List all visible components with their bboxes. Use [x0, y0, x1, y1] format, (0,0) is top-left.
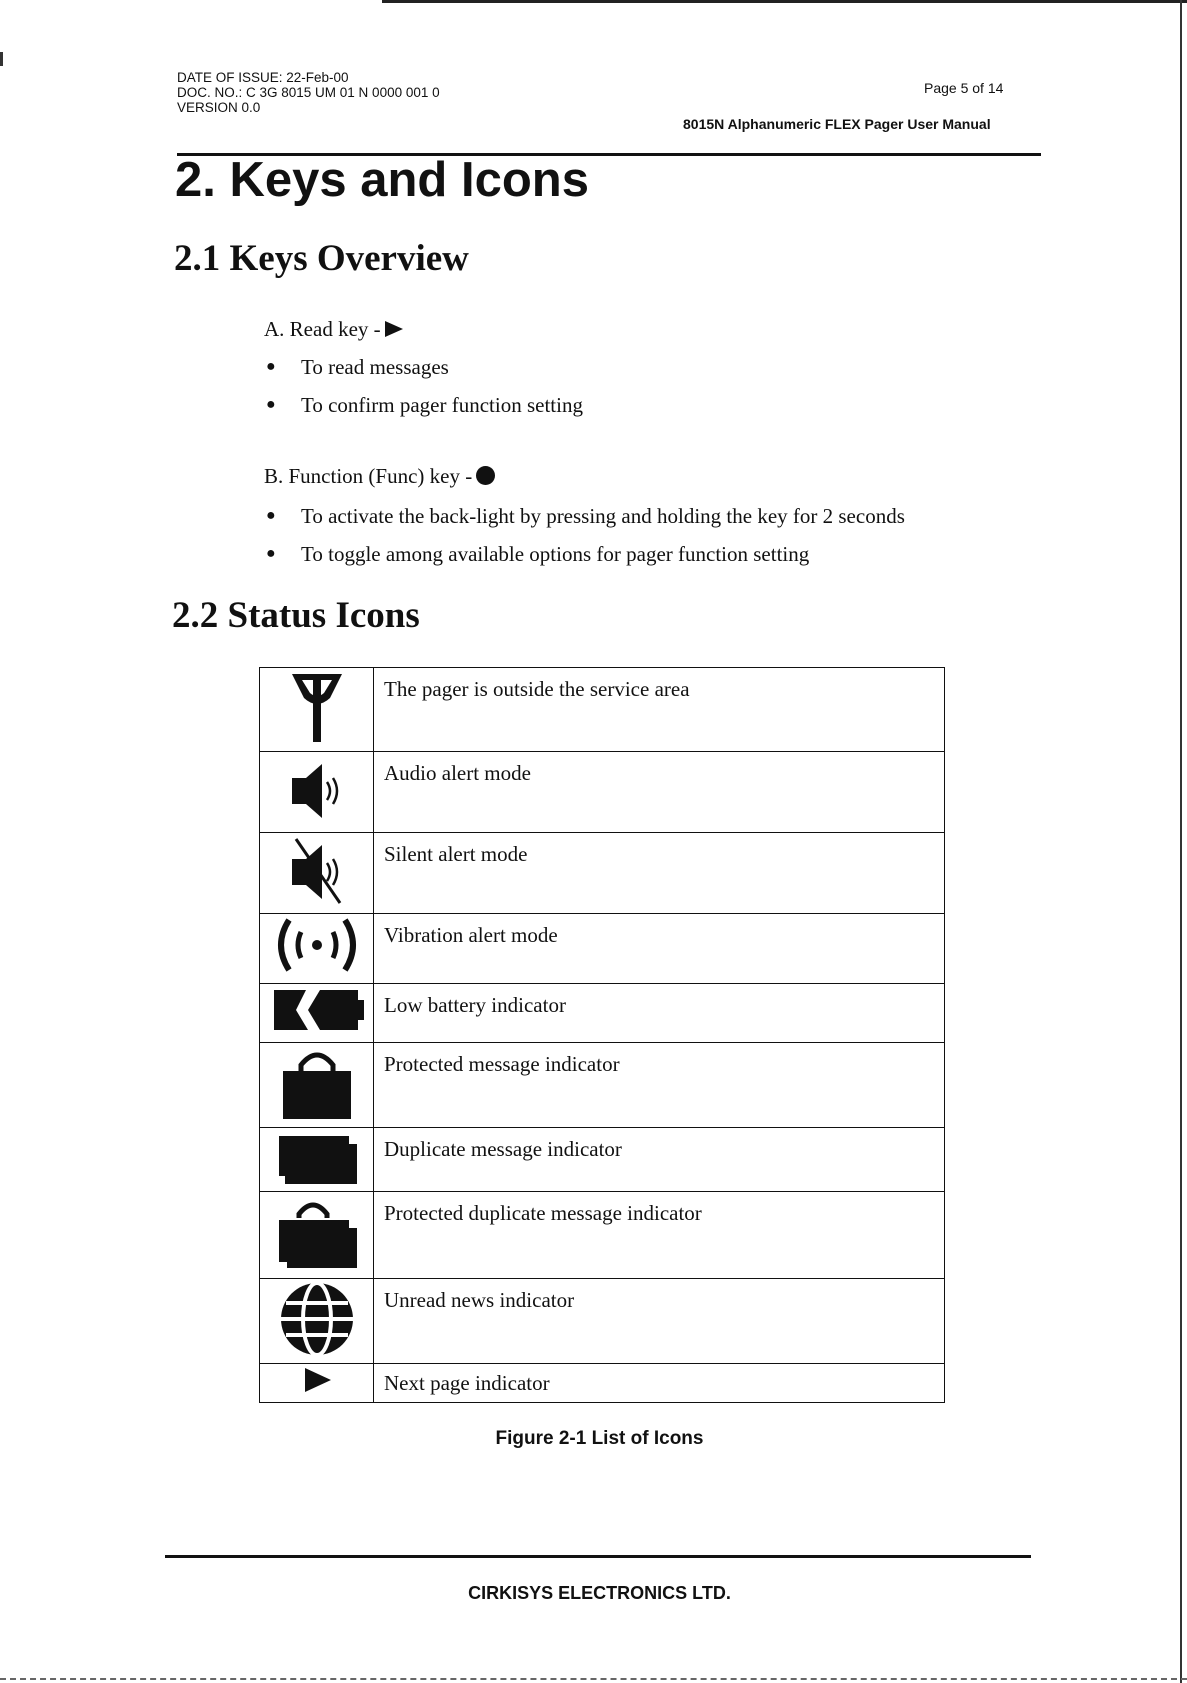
table-row [260, 1279, 945, 1364]
antenna-icon [284, 668, 350, 744]
table-row [260, 833, 945, 914]
bullet-dot: ● [266, 545, 276, 562]
globe-icon [276, 1279, 358, 1359]
filled-circle-icon [476, 466, 495, 485]
icon-description: Protected duplicate message indicator [374, 1192, 945, 1279]
doc-number: DOC. NO.: C 3G 8015 UM 01 N 0000 001 0 [177, 85, 440, 100]
manual-title: 8015N Alphanumeric FLEX Pager User Manual [683, 116, 991, 132]
icon-cell [260, 752, 374, 833]
read-key-bullet-1: To read messages [301, 355, 449, 379]
icon-description: The pager is outside the service area [374, 668, 945, 752]
play-triangle-icon [385, 321, 403, 337]
icon-description: Duplicate message indicator [374, 1128, 945, 1192]
table-row [260, 914, 945, 984]
icon-cell [260, 833, 374, 914]
chapter-title: 2. Keys and Icons [175, 153, 589, 207]
vibration-icon [269, 914, 365, 976]
bullet-dot: ● [266, 358, 276, 375]
icon-description: Vibration alert mode [374, 914, 945, 984]
table-row [260, 1043, 945, 1128]
page-number: Page 5 of 14 [924, 80, 1004, 96]
icon-cell [260, 1279, 374, 1364]
func-key-bullet-1: To activate the back-light by pressing and holding the key for 2 seconds [301, 504, 905, 528]
table-row [260, 1192, 945, 1279]
icon-description: Silent alert mode [374, 833, 945, 914]
next-page-icon [297, 1364, 337, 1396]
func-key-bullet-2: To toggle among available options for pager function setting [301, 542, 810, 566]
version: VERSION 0.0 [177, 100, 261, 115]
read-key-bullet-2: To confirm pager function setting [301, 393, 583, 417]
document-header-info [177, 70, 440, 115]
read-key-item [264, 316, 403, 342]
icon-description: Audio alert mode [374, 752, 945, 833]
icon-description: Protected message indicator [374, 1043, 945, 1128]
icon-cell [260, 1364, 374, 1403]
icon-description: Low battery indicator [374, 984, 945, 1043]
section-title-keys: 2.1 Keys Overview [174, 238, 469, 279]
footer-rule [165, 1555, 1031, 1558]
speaker-icon [282, 752, 352, 826]
scan-edge-top [382, 0, 1187, 3]
icon-cell [260, 1128, 374, 1192]
bullet-dot: ● [266, 396, 276, 413]
table-row [260, 1128, 945, 1192]
func-key-item [264, 463, 495, 489]
duplicate-icon [275, 1128, 359, 1186]
icon-cell [260, 1043, 374, 1128]
func-key-label: B. Function (Func) key - [264, 464, 473, 488]
lock-icon [277, 1043, 357, 1123]
footer-company: CIRKISYS ELECTRONICS LTD. [468, 1583, 731, 1603]
icon-cell [260, 668, 374, 752]
icon-cell [260, 1192, 374, 1279]
icon-description: Next page indicator [374, 1364, 945, 1403]
table-row [260, 752, 945, 833]
read-key-label: A. Read key - [264, 317, 381, 341]
date-of-issue: DATE OF ISSUE: 22-Feb-00 [177, 70, 349, 85]
figure-caption: Figure 2-1 List of Icons [495, 1428, 704, 1449]
table-row [260, 668, 945, 752]
speaker-muted-icon [282, 833, 352, 907]
scan-mark [0, 52, 3, 66]
protected-duplicate-icon [275, 1192, 359, 1272]
scan-edge-bottom [0, 1678, 1187, 1680]
icon-description: Unread news indicator [374, 1279, 945, 1364]
icon-cell [260, 914, 374, 984]
table-row [260, 1364, 945, 1403]
icon-cell [260, 984, 374, 1043]
status-icons-table [259, 667, 945, 1403]
bullet-dot: ● [266, 507, 276, 524]
low-battery-icon [268, 984, 366, 1036]
section-title-status: 2.2 Status Icons [172, 595, 420, 636]
table-row [260, 984, 945, 1043]
